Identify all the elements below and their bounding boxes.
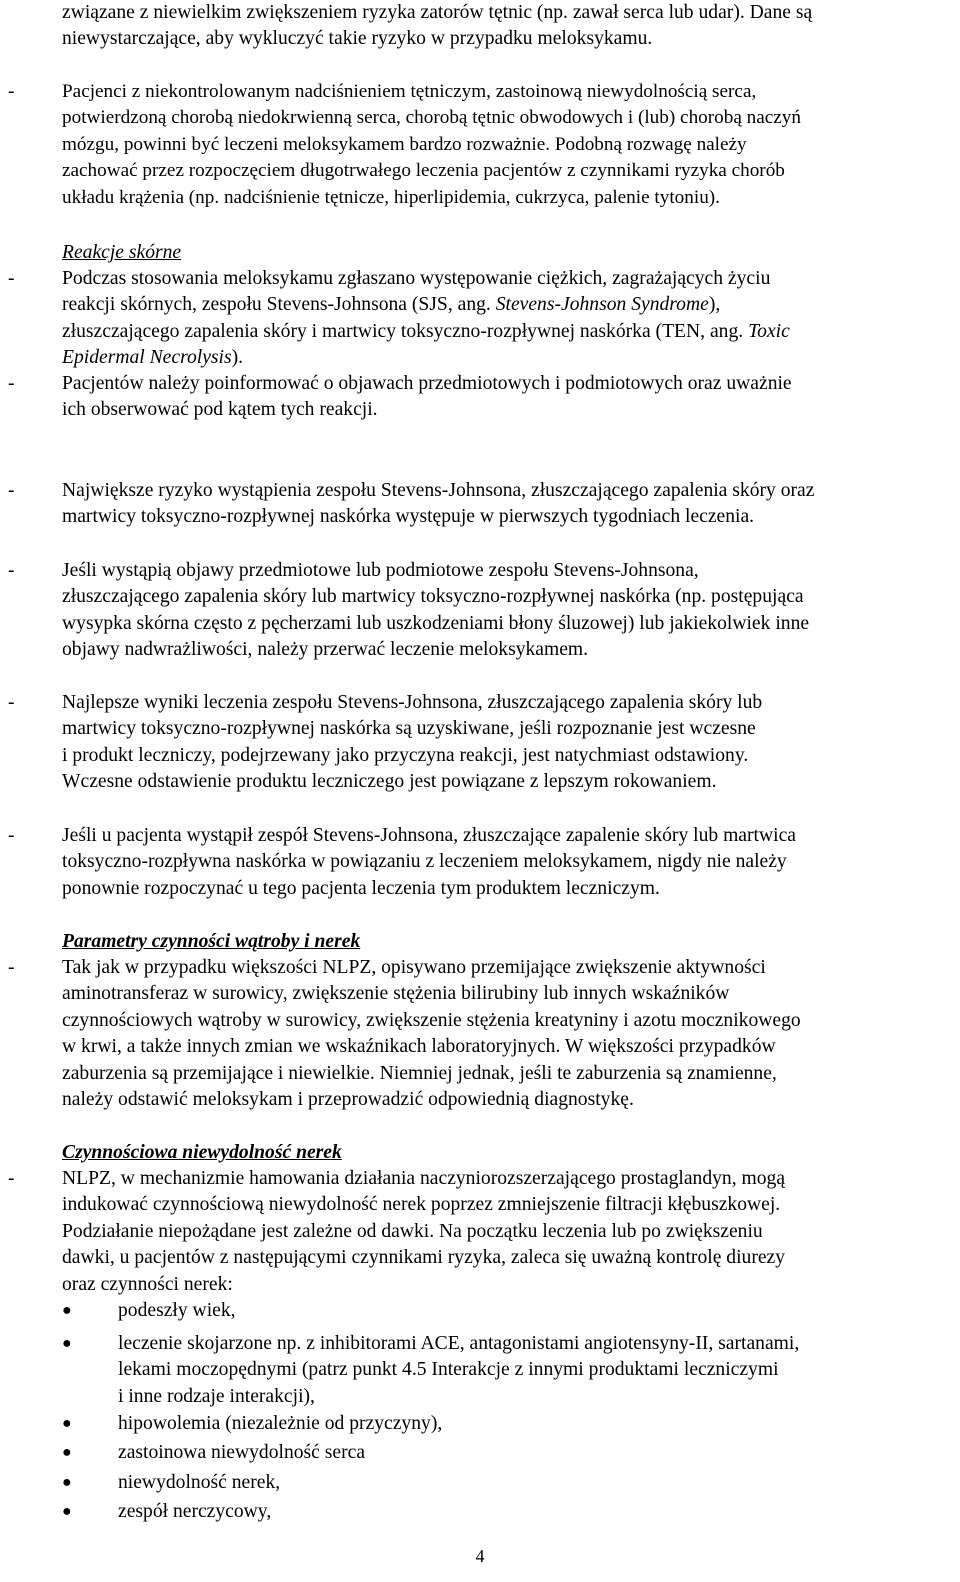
page-number: 4 [475, 1546, 485, 1566]
bullet-marker: ● [62, 1444, 72, 1461]
dash-marker: - [8, 692, 15, 713]
hypertension-paragraph: Pacjenci z niekontrolowanym nadciśnieniem tętniczym, zastoinową niewydolnością serca, potwierdzoną chorobą niedokrwienną serca, chorobą tętnic obwodowych i (lub) chorobą naczyń mózgu, powinni być leczeni meloksykamem bardzo rozważnie. Podobną rozwagę należy zachować przez rozpoczęciem długotrwałego leczenia pacjentów z czynnikami ryzyka chorób układu krążenia (np. nadciśnienie tętnicze, hiperlipidemia, cukrzyca, palenie tytoniu). [62, 81, 801, 208]
risk-factor-item: zespół nerczycowy, [118, 1501, 272, 1522]
section-heading-kidney-failure: Czynnościowa niewydolność nerek [62, 1142, 342, 1163]
skin-item-2: Pacjentów należy poinformować o objawach przedmiotowych i podmiotowych oraz uważnie ich obserwować pod kątem tych reakcji. [62, 373, 792, 421]
dash-marker: - [8, 560, 15, 581]
dash-marker: - [8, 957, 15, 978]
top-paragraph: związane z niewielkim zwiększeniem ryzyka zatorów tętnic (np. zawał serca lub udar). Dane są niewystarczające, aby wykluczyć takie ryzyko w przypadku meloksykamu. [62, 2, 813, 50]
bullet-marker: ● [62, 1302, 72, 1319]
risk-factor-item: niewydolność nerek, [118, 1472, 281, 1493]
bullet-marker: ● [62, 1503, 72, 1520]
section-heading-skin-reactions: Reakcje skórne [62, 242, 182, 263]
risk-factor-item: leczenie skojarzone np. z inhibitorami ACE, antagonistami angiotensyny-II, sartanami, lekami moczopędnymi (patrz punkt 4.5 Interakcje z innymi produktami leczniczymi i inne rodzaje interakcji), [118, 1333, 800, 1407]
liver-item-1: Tak jak w przypadku większości NLPZ, opisywano przemijające zwiększenie aktywności aminotransferaz w surowicy, zwiększenie stężenia bilirubiny lub innych wskaźników czynnościowych wątroby w surowicy, zwiększenie stężenia kreatyniny i azotu mocznikowego w krwi, a także innych zmian we wskaźnikach laboratoryjnych. W większości przypadków zaburzenia są przemijające i niewielkie. Niemniej jednak, jeśli te zaburzenia są znamienne, należy odstawić meloksykam i przeprowadzić odpowiednią diagnostykę. [62, 957, 801, 1111]
skin-item-1: Podczas stosowania meloksykamu zgłaszano występowanie ciężkich, zagrażających życiu reakcji skórnych, zespołu Stevens-Johnsona (SJS, ang. Stevens-Johnson Syndrome), złuszczającego zapalenia skóry i martwicy toksyczno-rozpływnej naskórka (TEN, ang. Toxic Epidermal Necrolysis). [62, 268, 790, 369]
dash-marker: - [8, 1168, 15, 1189]
skin-item-4: Jeśli wystąpią objawy przedmiotowe lub podmiotowe zespołu Stevens-Johnsona, złuszczającego zapalenia skóry lub martwicy toksyczno-rozpływnej naskórka (np. postępująca wysypka skórna często z pęcherzami lub uszkodzeniami błony śluzowej) lub jakiekolwiek inne objawy nadwrażliwości, należy przerwać leczenie meloksykamem. [62, 560, 810, 661]
dash-marker: - [8, 268, 15, 289]
skin-item-5: Najlepsze wyniki leczenia zespołu Stevens-Johnsona, złuszczającego zapalenia skóry lub martwicy toksyczno-rozpływnej naskórka są uzyskiwane, jeśli rozpoznanie jest wczesne i produkt leczniczy, podejrzewany jako przyczyna reakcji, jest natychmiast odstawiony. Wczesne odstawienie produktu leczniczego jest powiązane z lepszym rokowaniem. [62, 692, 763, 793]
risk-factor-item: podeszły wiek, [118, 1300, 236, 1321]
dash-marker: - [8, 373, 15, 394]
dash-marker: - [8, 81, 15, 102]
bullet-marker: ● [62, 1415, 72, 1432]
skin-item-3: Największe ryzyko wystąpienia zespołu Stevens-Johnsona, złuszczającego zapalenia skóry oraz martwicy toksyczno-rozpływnej naskórka występuje w pierwszych tygodniach leczenia. [62, 480, 815, 528]
dash-marker: - [8, 825, 15, 846]
section-heading-liver-kidney-parameters: Parametry czynności wątroby i nerek [62, 931, 361, 952]
skin-item-6: Jeśli u pacjenta wystąpił zespół Stevens-Johnsona, złuszczające zapalenie skóry lub martwica toksyczno-rozpływna naskórka w powiązaniu z leczeniem meloksykamem, nigdy nie należy ponownie rozpoczynać u tego pacjenta leczenia tym produktem leczniczym. [62, 825, 796, 899]
bullet-marker: ● [62, 1474, 72, 1491]
risk-factor-item: hipowolemia (niezależnie od przyczyny), [118, 1413, 443, 1434]
dash-marker: - [8, 480, 15, 501]
bullet-marker: ● [62, 1335, 72, 1352]
risk-factor-item: zastoinowa niewydolność serca [118, 1442, 366, 1463]
kidney-item-1: NLPZ, w mechanizmie hamowania działania naczyniorozszerzającego prostaglandyn, mogą indukować czynnościową niewydolność nerek poprzez zmniejszenie filtracji kłębuszkowej. Podziałanie niepożądane jest zależne od dawki. Na początku leczenia lub po zwiększeniu dawki, u pacjentów z następującymi czynnikami ryzyka, zaleca się uważną kontrolę diurezy oraz czynności nerek: [62, 1168, 786, 1295]
